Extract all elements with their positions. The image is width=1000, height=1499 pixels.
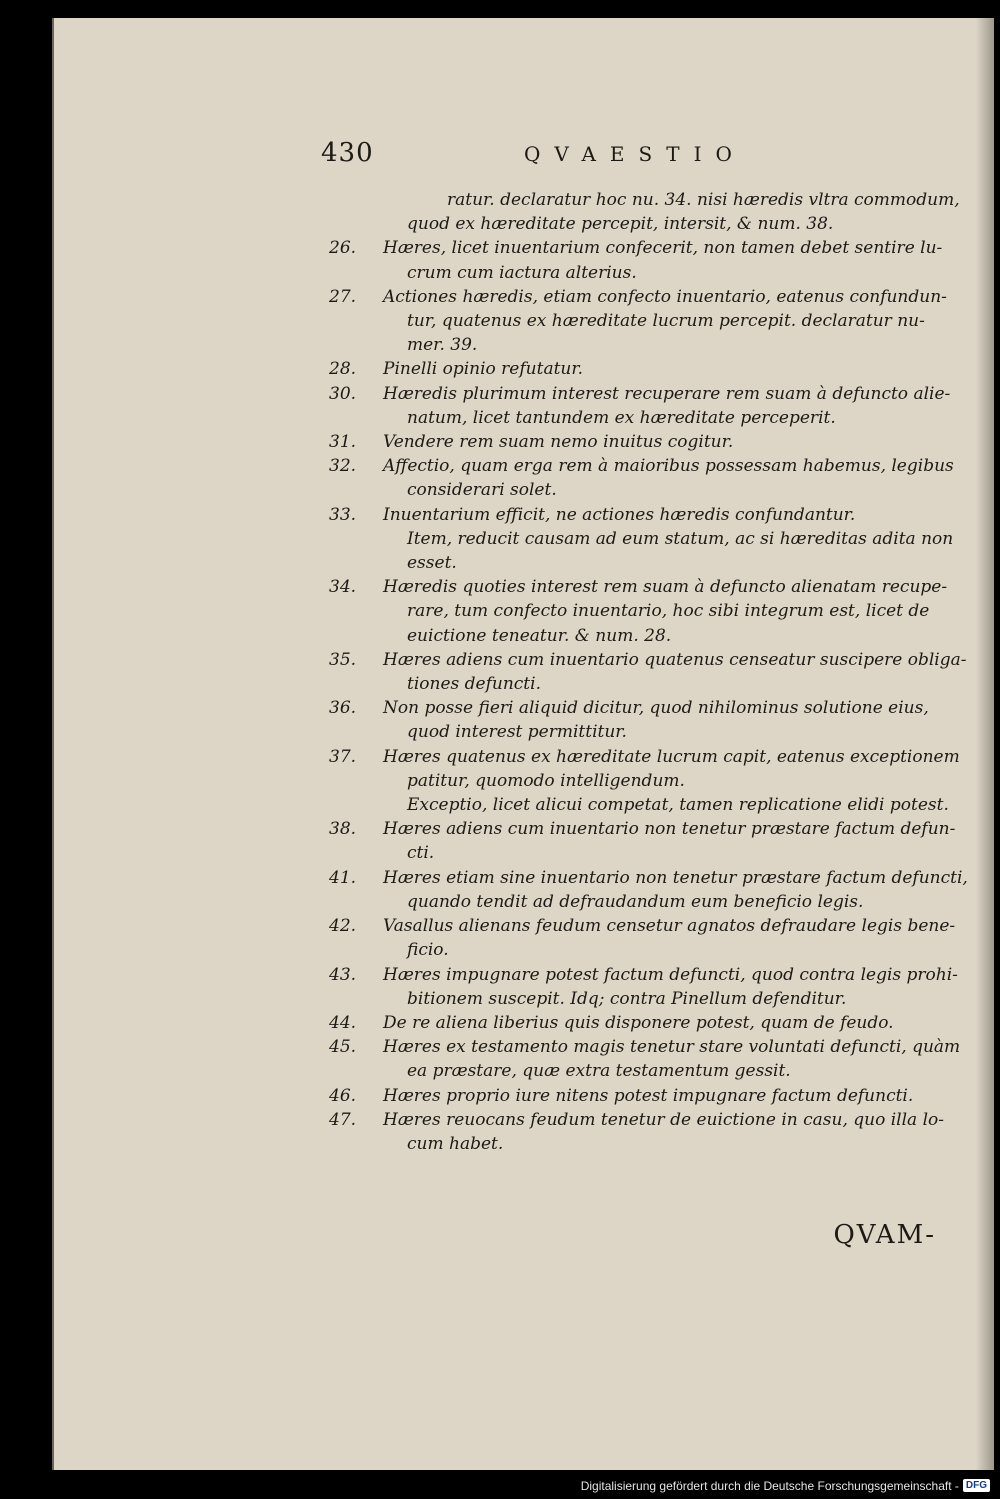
text-line bbox=[329, 841, 949, 865]
entry-text: Hæres etiam sine inuentario non tenetur præstare factum defuncti, bbox=[383, 867, 968, 888]
text-line bbox=[329, 672, 949, 696]
footer-credit: Digitalisierung gefördert durch die Deutsche Forschungsgemeinschaft - bbox=[580, 1478, 959, 1493]
text-line bbox=[329, 551, 949, 575]
entry-text: cti. bbox=[407, 843, 435, 864]
entry-text: quod ex hæreditate percepit, intersit, & num. 38. bbox=[407, 214, 834, 235]
text-line bbox=[329, 285, 949, 309]
entry-text: considerari solet. bbox=[407, 480, 557, 501]
entry-number: 33. bbox=[329, 504, 357, 525]
entry-text: Affectio, quam erga rem à maioribus possessam habemus, legibus bbox=[383, 456, 954, 477]
entry-number: 44. bbox=[329, 1012, 357, 1033]
entry-text: Hæredis quoties interest rem suam à defuncto alienatam recupe- bbox=[383, 577, 948, 598]
entry-text: ea præstare, quæ extra testamentum gessit. bbox=[407, 1061, 791, 1082]
text-line bbox=[329, 1084, 949, 1108]
list-item bbox=[329, 696, 949, 744]
text-line bbox=[329, 890, 949, 914]
entry-number: 27. bbox=[329, 286, 357, 307]
text-line bbox=[329, 333, 949, 357]
text-line bbox=[329, 382, 949, 406]
text-line bbox=[329, 527, 954, 551]
entry-text: rare, tum confecto inuentario, hoc sibi integrum est, licet de bbox=[407, 601, 930, 622]
entry-text: esset. bbox=[407, 553, 457, 574]
text-line bbox=[329, 236, 949, 260]
entry-text: tur, quatenus ex hæreditate lucrum percepit. declaratur nu- bbox=[407, 311, 925, 332]
list-item bbox=[329, 648, 967, 696]
text-line bbox=[329, 575, 949, 599]
summary-list bbox=[329, 188, 968, 1156]
entry-number: 42. bbox=[329, 916, 357, 937]
list-item bbox=[329, 1011, 949, 1035]
text-line bbox=[329, 769, 949, 793]
entry-number: 47. bbox=[329, 1109, 357, 1130]
entry-number: 41. bbox=[329, 867, 357, 888]
list-item bbox=[329, 1108, 949, 1156]
entry-text: Hæres, licet inuentarium confecerit, non tamen debet sentire lu- bbox=[383, 238, 943, 259]
text-line bbox=[329, 745, 960, 769]
entry-number: 38. bbox=[329, 819, 357, 840]
entry-text: mer. 39. bbox=[407, 335, 478, 356]
entry-text: tiones defuncti. bbox=[407, 674, 541, 695]
entry-text: Vendere rem suam nemo inuitus cogitur. bbox=[383, 432, 734, 453]
text-line bbox=[329, 309, 949, 333]
text-line bbox=[329, 696, 949, 720]
entry-text: Hæres reuocans feudum tenetur de euictione in casu, quo illa lo- bbox=[383, 1109, 944, 1130]
text-line bbox=[329, 1059, 949, 1083]
book-page bbox=[52, 18, 994, 1470]
entry-number: 45. bbox=[329, 1037, 357, 1058]
entry-text: Hæres adiens cum inuentario non tenetur præstare factum defun- bbox=[383, 819, 956, 840]
text-line bbox=[329, 648, 967, 672]
list-item bbox=[329, 285, 949, 358]
entry-number: 30. bbox=[329, 383, 357, 404]
list-item bbox=[329, 817, 956, 865]
entry-text: Exceptio, licet alicui competat, tamen replicatione elidi potest. bbox=[407, 795, 949, 816]
list-item bbox=[329, 866, 968, 914]
entry-number: 28. bbox=[329, 359, 357, 380]
list-item bbox=[329, 1035, 961, 1083]
entry-text: Item, reducit causam ad eum statum, ac si hæreditas adita non bbox=[407, 528, 954, 549]
text-line bbox=[329, 261, 949, 285]
page-number: 430 bbox=[321, 138, 374, 168]
text-line bbox=[329, 188, 960, 212]
text-line bbox=[329, 987, 949, 1011]
entry-text: Actiones hæredis, etiam confecto inuentario, eatenus confundun- bbox=[383, 286, 947, 307]
entry-text: Hæres impugnare potest factum defuncti, quod contra legis prohi- bbox=[383, 964, 958, 985]
entry-text: ratur. declaratur hoc nu. 34. nisi hæredis vltra commodum, bbox=[447, 190, 960, 210]
list-item bbox=[329, 1084, 949, 1108]
text-line bbox=[329, 793, 949, 817]
entry-text: De re aliena liberius quis disponere potest, quam de feudo. bbox=[383, 1012, 894, 1033]
entry-text: patitur, quomodo intelligendum. bbox=[407, 770, 685, 791]
text-line bbox=[329, 963, 958, 987]
list-item bbox=[329, 454, 954, 502]
catchword: QVAM- bbox=[833, 1220, 936, 1250]
text-line bbox=[329, 720, 949, 744]
list-item bbox=[329, 430, 949, 454]
entry-text: bitionem suscepit. Idq; contra Pinellum defenditur. bbox=[407, 988, 847, 1009]
entry-number: 34. bbox=[329, 577, 357, 598]
list-item bbox=[329, 236, 949, 284]
list-item bbox=[329, 382, 949, 430]
text-line bbox=[329, 357, 949, 381]
list-item bbox=[329, 575, 949, 648]
entry-text: crum cum iactura alterius. bbox=[407, 262, 637, 283]
dfg-logo-icon: DFG bbox=[963, 1479, 990, 1492]
entry-text: Hæres proprio iure nitens potest impugnare factum defuncti. bbox=[383, 1085, 914, 1106]
entry-text: Hæredis plurimum interest recuperare rem suam à defuncto alie- bbox=[383, 383, 951, 404]
text-line bbox=[329, 914, 956, 938]
text-line bbox=[329, 478, 949, 502]
entry-text: quod interest permittitur. bbox=[407, 722, 627, 743]
digitization-footer bbox=[0, 1472, 1000, 1499]
entry-number: 31. bbox=[329, 432, 357, 453]
text-line bbox=[329, 430, 949, 454]
page-gutter-shadow bbox=[976, 18, 994, 1470]
entry-text: Hæres ex testamento magis tenetur stare voluntati defuncti, quàm bbox=[383, 1037, 961, 1058]
list-item bbox=[329, 357, 949, 381]
entry-number: 26. bbox=[329, 238, 357, 259]
entry-text: Vasallus alienans feudum censetur agnatos defraudare legis bene- bbox=[383, 916, 956, 937]
entry-number: 43. bbox=[329, 964, 357, 985]
text-line bbox=[329, 1011, 949, 1035]
text-line bbox=[329, 212, 949, 236]
text-line bbox=[329, 599, 949, 623]
list-item bbox=[329, 745, 960, 818]
entry-number: 32. bbox=[329, 456, 357, 477]
entry-number: 35. bbox=[329, 649, 357, 670]
text-line bbox=[329, 406, 949, 430]
entry-text: ficio. bbox=[407, 940, 449, 961]
entry-text: Hæres quatenus ex hæreditate lucrum capit, eatenus exceptionem bbox=[383, 746, 960, 767]
text-line bbox=[329, 938, 949, 962]
running-head: QVAESTIO bbox=[524, 142, 746, 166]
text-line bbox=[329, 817, 956, 841]
list-item bbox=[329, 963, 958, 1011]
entry-text: cum habet. bbox=[407, 1133, 504, 1154]
text-line bbox=[329, 503, 949, 527]
entry-text: Pinelli opinio refutatur. bbox=[383, 359, 584, 380]
entry-text: natum, licet tantundem ex hæreditate perceperit. bbox=[407, 407, 836, 428]
text-line bbox=[329, 1108, 949, 1132]
entry-number: 37. bbox=[329, 746, 357, 767]
entry-text: quando tendit ad defraudandum eum beneficio legis. bbox=[407, 891, 864, 912]
entry-text: Inuentarium efficit, ne actiones hæredis confundantur. bbox=[383, 504, 856, 525]
entry-text: Hæres adiens cum inuentario quatenus censeatur suscipere obliga- bbox=[383, 649, 967, 670]
list-item bbox=[329, 503, 954, 576]
text-line bbox=[329, 1132, 949, 1156]
text-line bbox=[329, 624, 949, 648]
entry-text: euictione teneatur. & num. 28. bbox=[407, 625, 672, 646]
entry-number: 46. bbox=[329, 1085, 357, 1106]
text-line bbox=[329, 866, 968, 890]
text-line bbox=[329, 1035, 961, 1059]
list-item bbox=[329, 188, 960, 236]
entry-text: Non posse fieri aliquid dicitur, quod nihilominus solutione eius, bbox=[383, 698, 929, 719]
list-item bbox=[329, 914, 956, 962]
entry-number: 36. bbox=[329, 698, 357, 719]
text-line bbox=[329, 454, 954, 478]
